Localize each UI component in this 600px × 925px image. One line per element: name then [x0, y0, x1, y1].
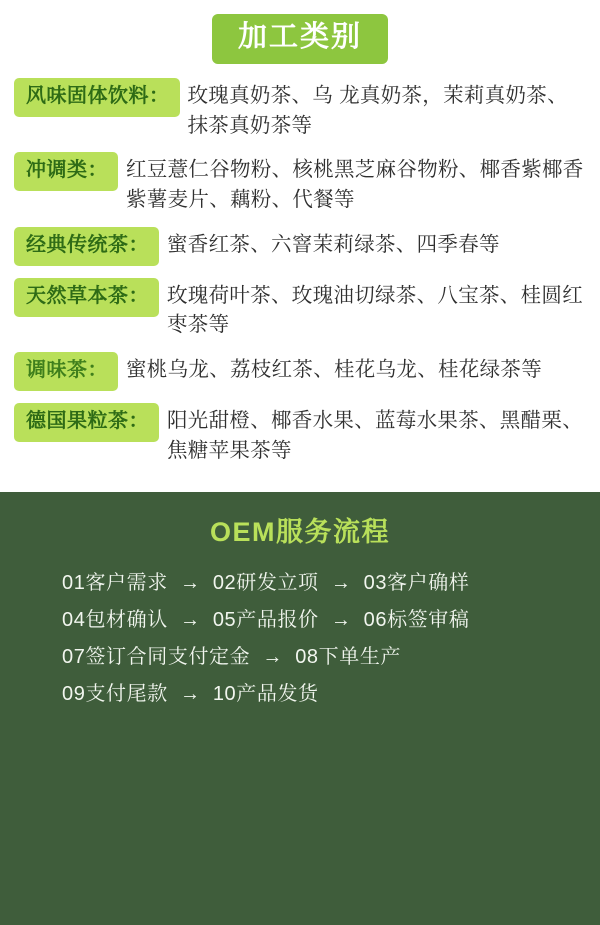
category-row — [0, 278, 600, 340]
category-text: 蜜香红茶、六窨茉莉绿茶、四季春等 — [167, 232, 500, 256]
category-row — [0, 152, 600, 214]
arrow-icon: → — [180, 608, 201, 631]
oem-process-section — [0, 492, 600, 925]
arrow-icon: → — [262, 645, 284, 668]
arrow-icon: → — [180, 682, 201, 705]
oem-step-line — [62, 565, 600, 602]
oem-step: 02研发立项 — [212, 571, 319, 594]
category-label: 调味茶： — [14, 352, 118, 391]
category-label: 天然草本茶： — [14, 278, 159, 317]
category-row — [0, 403, 600, 465]
oem-step: 10产品发货 — [212, 682, 319, 705]
category-label: 经典传统茶： — [14, 227, 159, 266]
oem-step: 09支付尾款 — [62, 682, 168, 705]
oem-step-line — [62, 639, 600, 676]
oem-step: 06标签审稿 — [363, 608, 470, 631]
category-text: 红豆薏仁谷物粉、核桃黑芝麻谷物粉、椰香紫椰香紫薯麦片、藕粉、代餐等 — [126, 158, 584, 212]
oem-step: 04包材确认 — [62, 608, 168, 631]
category-label: 风味固体饮料： — [14, 78, 180, 117]
category-label: 德国果粒茶： — [14, 403, 159, 442]
category-text: 玫瑰荷叶茶、玫瑰油切绿茶、八宝茶、桂圆红枣茶等 — [167, 283, 583, 337]
oem-step: 08下单生产 — [295, 645, 402, 668]
oem-step: 01客户需求 — [62, 571, 168, 594]
oem-step-line — [62, 676, 600, 713]
category-row — [0, 78, 600, 140]
category-text: 阳光甜橙、椰香水果、蓝莓水果茶、黑醋栗、焦糖苹果茶等 — [167, 409, 583, 462]
arrow-icon: → — [180, 571, 201, 594]
category-label: 冲调类： — [14, 152, 118, 191]
page-title: 加工类别 — [212, 14, 388, 64]
oem-step: 07签订合同支付定金 — [62, 645, 251, 668]
main-title-wrap — [0, 14, 600, 64]
category-row — [0, 352, 600, 391]
oem-step: 05产品报价 — [212, 608, 319, 631]
category-row — [0, 227, 600, 266]
oem-step-line — [62, 602, 600, 639]
arrow-icon: → — [330, 571, 352, 594]
category-text: 蜜桃乌龙、荔枝红茶、桂花乌龙、桂花绿茶等 — [126, 358, 542, 382]
oem-step: 03客户确样 — [363, 571, 470, 594]
category-text: 玫瑰真奶茶、乌 龙真奶茶，茉莉真奶茶、抹茶真奶茶等 — [187, 83, 568, 137]
oem-title: OEM服务流程 — [209, 516, 390, 547]
arrow-icon: → — [330, 608, 352, 631]
oem-step-lines — [0, 565, 600, 713]
